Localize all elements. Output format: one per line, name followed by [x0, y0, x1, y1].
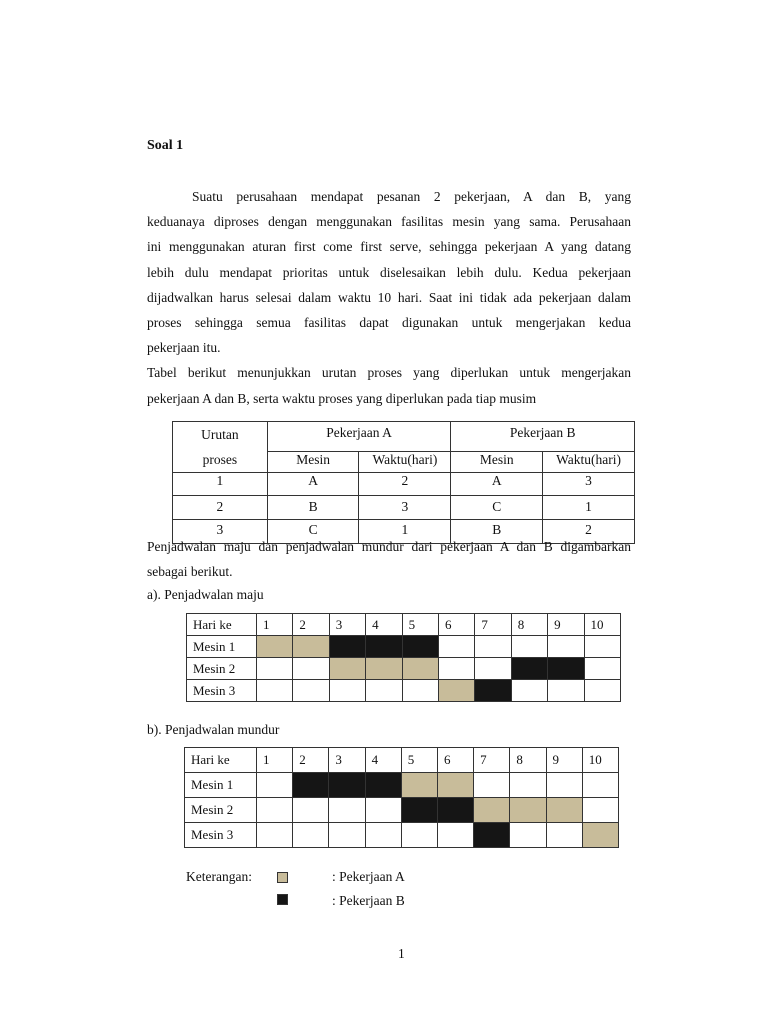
gantt-cell-pekerjaan-b: [548, 658, 584, 680]
gantt-cell-empty: [437, 823, 473, 848]
cell-b-mesin: A: [451, 473, 543, 496]
gantt-cell-pekerjaan-b: [437, 798, 473, 823]
gantt-machine-label: Mesin 3: [187, 680, 257, 702]
gantt-row: [187, 680, 621, 702]
gantt-cell-empty: [257, 798, 293, 823]
gantt-day-header: 2: [293, 614, 329, 636]
gantt-cell-empty: [546, 773, 582, 798]
gantt-cell-empty: [584, 680, 620, 702]
gantt-cell-pekerjaan-a: [366, 658, 402, 680]
header-pekerjaan-a: Pekerjaan A: [267, 422, 451, 452]
gantt-row: [187, 658, 621, 680]
gantt-cell-pekerjaan-b: [474, 823, 510, 848]
gantt-cell-empty: [257, 773, 293, 798]
gantt-cell-empty: [329, 798, 365, 823]
gantt-machine-label: Mesin 2: [185, 798, 257, 823]
sub-waktu-b: Waktu(hari): [543, 452, 635, 473]
paragraph-line: dijadwalkan harus selesai dalam waktu 10 hari. Saat ini tidak ada pekerjaan dalam: [147, 289, 631, 305]
gantt-cell-pekerjaan-a: [438, 680, 474, 702]
gantt-cell-pekerjaan-a: [257, 636, 293, 658]
paragraph-line: sebagai berikut.: [147, 564, 233, 580]
cell-b-waktu: 2: [543, 520, 635, 544]
gantt-cell-empty: [582, 773, 618, 798]
gantt-machine-label: Mesin 1: [187, 636, 257, 658]
gantt-cell-empty: [438, 636, 474, 658]
legend-label: Keterangan:: [186, 869, 252, 884]
paragraph-line: keduanaya diproses dengan menggunakan fasilitas mesin yang sama. Perusahaan: [147, 214, 631, 230]
header-pekerjaan-b: Pekerjaan B: [451, 422, 635, 452]
gantt-day-header: 3: [329, 614, 365, 636]
gantt-cell-pekerjaan-b: [329, 773, 365, 798]
gantt-day-header: 7: [474, 748, 510, 773]
gantt-cell-empty: [584, 636, 620, 658]
gantt-cell-pekerjaan-b: [365, 773, 401, 798]
gantt-cell-pekerjaan-b: [401, 798, 437, 823]
gantt-day-header: 4: [366, 614, 402, 636]
forward-schedule-label: a). Penjadwalan maju: [147, 587, 264, 602]
paragraph-line: pekerjaan A dan B, serta waktu proses yang diperlukan pada tiap musim: [147, 390, 537, 406]
gantt-cell-pekerjaan-a: [402, 658, 438, 680]
gantt-day-header: 5: [401, 748, 437, 773]
cell-a-waktu: 2: [359, 473, 451, 496]
cell-b-waktu: 3: [543, 473, 635, 496]
cell-a-mesin: B: [267, 496, 359, 520]
gantt-cell-pekerjaan-b: [511, 658, 547, 680]
gantt-cell-empty: [257, 823, 293, 848]
gantt-cell-empty: [293, 658, 329, 680]
gantt-cell-empty: [474, 773, 510, 798]
gantt-cell-pekerjaan-b: [366, 636, 402, 658]
gantt-cell-empty: [546, 823, 582, 848]
gantt-cell-empty: [329, 823, 365, 848]
gantt-cell-pekerjaan-a: [474, 798, 510, 823]
gantt-cell-empty: [293, 680, 329, 702]
intro-paragraph: [147, 184, 631, 411]
gantt-day-header: 10: [582, 748, 618, 773]
cell-a-waktu: 1: [359, 520, 451, 544]
gantt-cell-empty: [329, 680, 365, 702]
gantt-cell-empty: [475, 658, 511, 680]
table-row: [173, 473, 635, 496]
gantt-day-header: 2: [293, 748, 329, 773]
paragraph-line: ini menggunakan aturan first come first serve, sehingga pekerjaan A yang datang: [147, 239, 631, 255]
cell-b-waktu: 1: [543, 496, 635, 520]
gantt-day-header: 7: [475, 614, 511, 636]
forward-schedule-table: [186, 613, 621, 702]
table-row: [173, 496, 635, 520]
gantt-day-header: 1: [257, 614, 293, 636]
header-urutan: Urutan proses: [173, 422, 268, 473]
gantt-cell-pekerjaan-a: [437, 773, 473, 798]
cell-urutan: 2: [173, 496, 268, 520]
gantt-cell-pekerjaan-b: [329, 636, 365, 658]
backward-schedule-label: b). Penjadwalan mundur: [147, 722, 280, 737]
gantt-cell-empty: [582, 798, 618, 823]
cell-b-mesin: C: [451, 496, 543, 520]
gantt-cell-empty: [584, 658, 620, 680]
gantt-machine-label: Mesin 2: [187, 658, 257, 680]
gantt-day-header: 3: [329, 748, 365, 773]
cell-urutan: 3: [173, 520, 268, 544]
gantt-cell-pekerjaan-b: [402, 636, 438, 658]
gantt-cell-pekerjaan-a: [510, 798, 546, 823]
gantt-cell-empty: [257, 658, 293, 680]
legend-swatch-a: [277, 872, 288, 883]
gantt-cell-pekerjaan-b: [475, 680, 511, 702]
gantt-header-row: [185, 748, 619, 773]
gantt-cell-empty: [438, 658, 474, 680]
gantt-day-header: 5: [402, 614, 438, 636]
gantt-cell-empty: [257, 680, 293, 702]
gantt-cell-empty: [511, 636, 547, 658]
gantt-day-header: 8: [510, 748, 546, 773]
gantt-day-header: 9: [548, 614, 584, 636]
paragraph-line: Tabel berikut menunjukkan urutan proses yang diperlukan untuk mengerjakan: [147, 365, 631, 381]
gantt-cell-pekerjaan-a: [293, 636, 329, 658]
gantt-cell-pekerjaan-a: [401, 773, 437, 798]
paragraph-line: proses sehingga semua fasilitas dapat digunakan untuk mengerjakan kedua: [147, 314, 631, 330]
gantt-day-header: 10: [584, 614, 620, 636]
sub-mesin-b: Mesin: [451, 452, 543, 473]
legend-item-a: : Pekerjaan A: [332, 869, 405, 884]
gantt-row: [185, 773, 619, 798]
gantt-cell-empty: [401, 823, 437, 848]
gantt-cell-empty: [510, 823, 546, 848]
gantt-day-header: 4: [365, 748, 401, 773]
gantt-row: [185, 823, 619, 848]
gantt-cell-empty: [475, 636, 511, 658]
legend-item-b: : Pekerjaan B: [332, 893, 405, 908]
gantt-day-header: 1: [257, 748, 293, 773]
paragraph-line: Suatu perusahaan mendapat pesanan 2 pekerjaan, A dan B, yang: [192, 189, 631, 204]
cell-urutan: 1: [173, 473, 268, 496]
gantt-machine-label: Mesin 1: [185, 773, 257, 798]
cell-b-mesin: B: [451, 520, 543, 544]
page-number: 1: [398, 946, 405, 961]
schedule-intro-paragraph: [147, 534, 631, 584]
gantt-machine-label: Mesin 3: [185, 823, 257, 848]
section-title: Soal 1: [147, 138, 184, 153]
gantt-day-header: 8: [511, 614, 547, 636]
legend-swatch-b: [277, 894, 288, 905]
gantt-day-header: 6: [437, 748, 473, 773]
gantt-cell-empty: [293, 798, 329, 823]
sub-waktu-a: Waktu(hari): [359, 452, 451, 473]
gantt-header-label: Hari ke: [185, 748, 257, 773]
gantt-cell-pekerjaan-a: [582, 823, 618, 848]
process-table: [172, 421, 635, 544]
gantt-row: [187, 636, 621, 658]
cell-a-waktu: 3: [359, 496, 451, 520]
paragraph-line: lebih dulu mendapat prioritas untuk diselesaikan lebih dulu. Kedua pekerjaan: [147, 264, 631, 280]
gantt-cell-pekerjaan-a: [546, 798, 582, 823]
gantt-cell-empty: [510, 773, 546, 798]
gantt-cell-empty: [365, 823, 401, 848]
cell-a-mesin: A: [267, 473, 359, 496]
gantt-cell-empty: [511, 680, 547, 702]
gantt-cell-empty: [548, 636, 584, 658]
gantt-cell-empty: [293, 823, 329, 848]
paragraph-line: Penjadwalan maju dan penjadwalan mundur dari pekerjaan A dan B digambarkan: [147, 539, 631, 554]
cell-a-mesin: C: [267, 520, 359, 544]
paragraph-line: pekerjaan itu.: [147, 340, 221, 356]
gantt-day-header: 9: [546, 748, 582, 773]
gantt-row: [185, 798, 619, 823]
gantt-cell-empty: [366, 680, 402, 702]
gantt-cell-pekerjaan-a: [329, 658, 365, 680]
backward-schedule-table: [184, 747, 619, 848]
gantt-cell-empty: [548, 680, 584, 702]
gantt-cell-pekerjaan-b: [293, 773, 329, 798]
gantt-cell-empty: [365, 798, 401, 823]
sub-mesin-a: Mesin: [267, 452, 359, 473]
gantt-day-header: 6: [438, 614, 474, 636]
gantt-cell-empty: [402, 680, 438, 702]
gantt-header-row: [187, 614, 621, 636]
gantt-header-label: Hari ke: [187, 614, 257, 636]
